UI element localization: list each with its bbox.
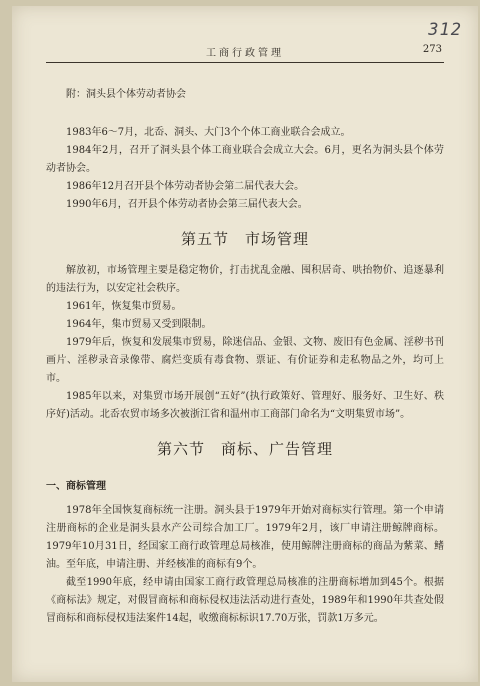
section-5-paragraph: 1961年，恢复集市贸易。 xyxy=(66,301,182,312)
handwritten-page-mark: 312 xyxy=(428,20,462,40)
book-page xyxy=(12,6,478,682)
section-5-paragraph: 解放初，市场管理主要是稳定物价，打击扰乱金融、囤积居奇、哄抬物价、追逐暴利的违法行为，以安定社会秩序。 xyxy=(46,265,444,294)
running-header xyxy=(46,42,444,63)
section-5-paragraph: 1979年后，恢复和发展集市贸易，除迷信品、金银、文物、废旧有色金属、淫秽书刊画片、淫秽录音录像带、腐烂变质有毒食物、票证、有价证券和走私物品之外，均可上市。 xyxy=(46,337,444,384)
header-page-number: 273 xyxy=(422,44,442,55)
appendix-title: 附：洞头县个体劳动者协会 xyxy=(66,89,186,100)
section-6-paragraph: 1978年全国恢复商标统一注册。洞头县于1979年开始对商标实行管理。第一个申请注册商标的企业是洞头县水产公司综合加工厂。1979年2月，该厂申请注册鲸牌商标。1979年10月31日，经国家工商行政管理总局核准，使用鲸牌注册商标的商品为紫菜、鳍油。至年底，申请注册、并经核准的商标有9个。 xyxy=(46,505,444,570)
appendix-item: 1983年6～7月，北岙、洞头、大门3个个体工商业联合会成立。 xyxy=(66,127,351,138)
appendix-item: 1990年6月，召开县个体劳动者协会第三届代表大会。 xyxy=(66,199,308,210)
section-5-paragraph: 1964年，集市贸易又受到限制。 xyxy=(66,319,212,330)
appendix-item: 1984年2月，召开了洞头县个体工商业联合会成立大会。6月，更名为洞头县个体劳动者协会。 xyxy=(46,145,444,174)
section-6-paragraph: 截至1990年底，经申请由国家工商行政管理总局核准的注册商标增加到45个。根据《商标法》规定，对假冒商标和商标侵权违法活动进行查处，1989年和1990年共查处假冒商标和商标侵权违法案件14起，收缴商标标识17.70万张，罚款1万多元。 xyxy=(46,577,444,624)
header-title: 工商行政管理 xyxy=(206,48,284,59)
section-5-title: 第五节 市场管理 xyxy=(180,230,309,248)
section-5-paragraph: 1985年以来，对集贸市场开展创“五好”(执行政策好、管理好、服务好、卫生好、秩序好)活动。北岙农贸市场多次被浙江省和温州市工商部门命名为“文明集贸市场”。 xyxy=(46,391,444,420)
subsection-title: 一、商标管理 xyxy=(46,481,106,492)
appendix-item: 1986年12月召开县个体劳动者协会第二届代表大会。 xyxy=(66,181,305,192)
section-6-title: 第六节 商标、广告管理 xyxy=(156,440,333,458)
page-body xyxy=(46,86,444,628)
